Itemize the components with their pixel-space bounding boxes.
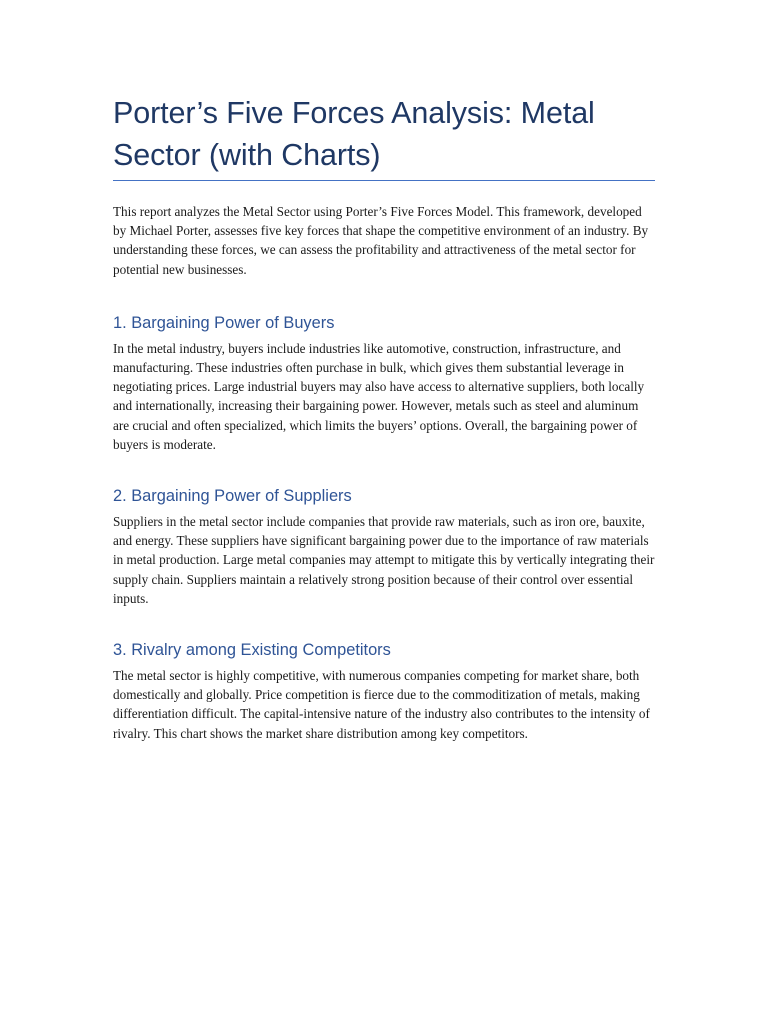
section-heading: 3. Rivalry among Existing Competitors [113,641,391,660]
section-rivalry [113,639,655,743]
title-divider [113,180,655,181]
document-page [113,92,655,774]
section-heading: 2. Bargaining Power of Suppliers [113,487,352,506]
section-buyers [113,312,655,454]
section-heading: 1. Bargaining Power of Buyers [113,313,335,332]
intro-paragraph: This report analyzes the Metal Sector using Porter’s Five Forces Model. This framework, developed by Michael Porter, assesses five key forces that shape the competitive environment of an industry. By understanding these forces, we can assess the profitability and attractiveness of the metal sector for potential new businesses. [113,204,649,277]
section-body: The metal sector is highly competitive, with numerous companies competing for market share, both domestically and globally. Price competition is fierce due to the commoditization of metals, making differentiation difficult. The capital-intensive nature of the industry also contributes to the intensity of rivalry. This chart shows the market share distribution among key competitors. [113,668,650,741]
section-body: Suppliers in the metal sector include companies that provide raw materials, such as iron ore, bauxite, and energy. These suppliers have significant bargaining power due to the importance of raw materials in metal production. Large metal companies may attempt to mitigate this by vertically integrating their supply chain. Suppliers maintain a relatively strong position because of their control over essential inputs. [113,514,655,606]
document-title: Porter’s Five Forces Analysis: Metal Sector (with Charts) [113,96,595,172]
section-suppliers [113,485,655,608]
section-body: In the metal industry, buyers include industries like automotive, construction, infrastructure, and manufacturing. These industries often purchase in bulk, which gives them substantial leverage in negotiating prices. Large industrial buyers may also have access to alternative suppliers, both locally and internationally, increasing their bargaining power. However, metals such as steel and aluminum are crucial and often specialized, which limits the buyers’ options. Overall, the bargaining power of buyers is moderate. [113,340,645,452]
